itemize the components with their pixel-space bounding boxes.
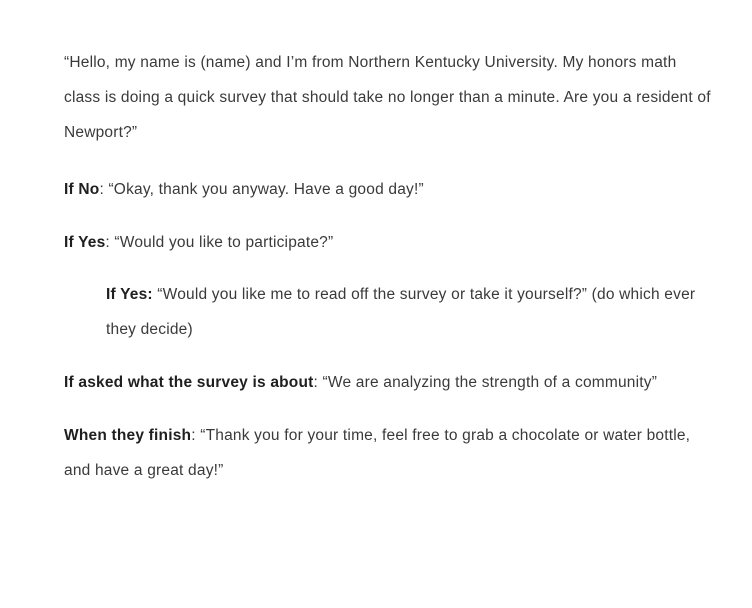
paragraph-text: : “Thank you for your time, feel free to grab a chocolate or water bottle, and have a great day!”: [64, 427, 691, 479]
paragraph-lead: If asked what the survey is about: [64, 374, 314, 392]
paragraph-if-asked: [64, 366, 712, 401]
paragraph-if-no: [64, 173, 712, 208]
paragraph-lead: When they finish: [64, 427, 192, 444]
paragraph-text: “Hello, my name is (name) and I’m from Northern Kentucky University. My honors math class is doing a quick survey that should take no longer than a minute. Are you a resident of Newport?”: [64, 54, 711, 141]
paragraph-lead: If No: [64, 180, 100, 198]
paragraph-text: : “We are analyzing the strength of a community”: [313, 374, 658, 392]
paragraph-when-finish: [64, 419, 712, 489]
paragraph-text: “Would you like me to read off the survey or take it yourself?” (do which ever they decide): [106, 286, 696, 339]
paragraph-if-yes-nested: [106, 278, 712, 348]
paragraph-lead: If Yes:: [106, 286, 153, 304]
paragraph-if-yes: [64, 226, 712, 261]
paragraph-text: : “Would you like to participate?”: [105, 233, 334, 251]
paragraph-lead: If Yes: [64, 233, 106, 251]
paragraph-intro: [64, 46, 712, 151]
paragraph-text: : “Okay, thank you anyway. Have a good day!”: [99, 180, 424, 198]
